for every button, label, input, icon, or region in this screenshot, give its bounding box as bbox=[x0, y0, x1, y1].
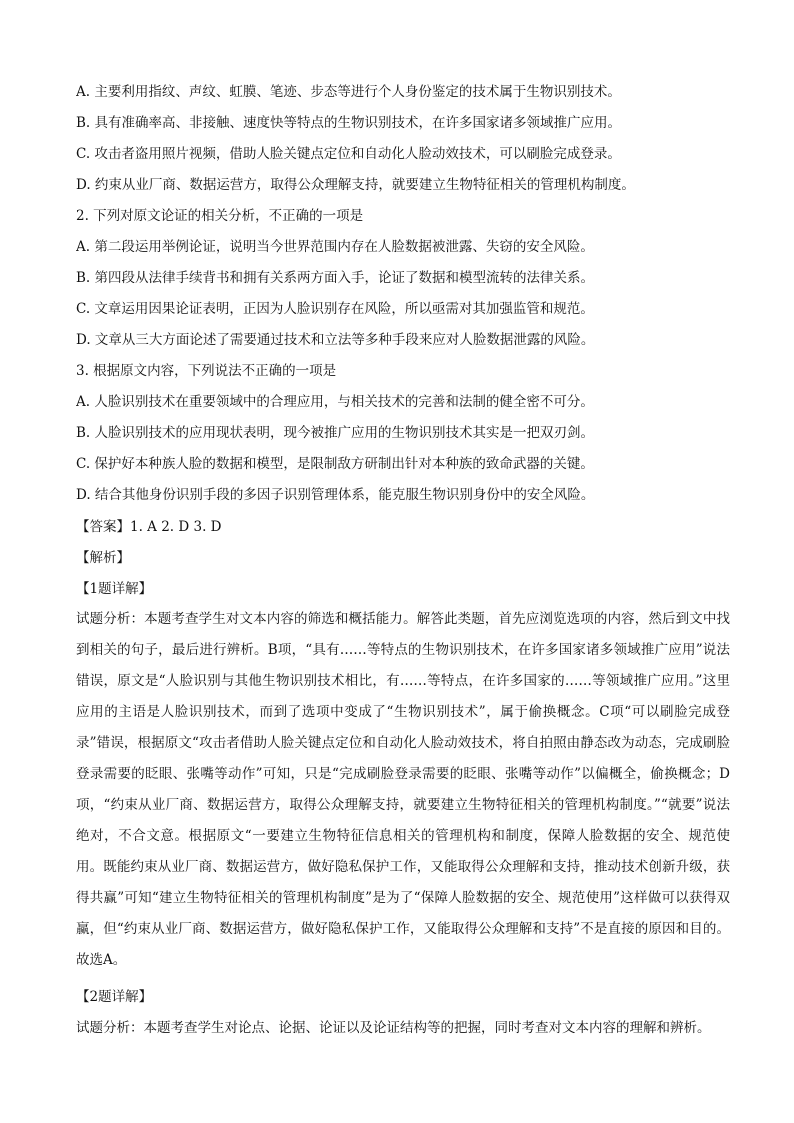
q3-option-d: D. 结合其他身份识别手段的多因子识别管理体系，能克服生物识别身份中的安全风险。 bbox=[76, 487, 595, 503]
answer-line: 【答案】1. A 2. D 3. D bbox=[76, 519, 222, 535]
q3-stem: 3. 根据原文内容，下列说法不正确的一项是 bbox=[76, 363, 337, 379]
q2-option-b: B. 第四段从法律手续背书和拥有关系两方面入手，论证了数据和模型流转的法律关系。 bbox=[76, 270, 595, 286]
q2-option-c: C. 文章运用因果论证表明，正因为人脸识别存在风险，所以亟需对其加强监管和规范。 bbox=[76, 301, 594, 317]
q1-option-a: A. 主要利用指纹、声纹、虹膜、笔迹、步态等进行个人身份鉴定的技术属于生物识别技术。 bbox=[76, 84, 621, 100]
q2-option-d: D. 文章从三大方面论述了需要通过技术和立法等多种手段来应对人脸数据泄露的风险。 bbox=[76, 332, 595, 348]
q3-option-a: A. 人脸识别技术在重要领域中的合理应用，与相关技术的完善和法制的健全密不可分。 bbox=[76, 394, 594, 410]
q1-option-d: D. 约束从业厂商、数据运营方，取得公众理解支持，就要建立生物特征相关的管理机构制度。 bbox=[76, 177, 635, 193]
analysis-heading: 【解析】 bbox=[76, 550, 130, 566]
q2-detail-paragraph: 试题分析：本题考查学生对论点、论据、论证以及论证结构等的把握，同时考查对文本内容的理解和辨析。 bbox=[76, 1020, 711, 1036]
q1-detail-heading: 【1题详解】 bbox=[76, 581, 153, 597]
q3-option-b: B. 人脸识别技术的应用现状表明，现今被推广应用的生物识别技术其实是一把双刃剑。 bbox=[76, 425, 595, 441]
q1-detail-paragraph: 试题分析：本题考查学生对文本内容的筛选和概括能力。解答此类题，首先应浏览选项的内容，然后到文中找到相关的句子，最后进行辨析。B项，“具有……等特点的生物识别技术，在许多国家诸多领域推广应用”说法错误，原文是“人脸识别与其他生物识别技术相比，有……等特点，在许多国家的……等领域推广应用。”这里应用的主语是人脸识别技术，而到了选项中变成了“生物识别技术”，属于偷换概念。C项“可以刷脸完成登录”错误，根据原文“攻击者借助人脸关键点定位和自动化人脸动效技术，将自拍照由静态改为动态，完成刷脸登录需要的眨眼、张嘴等动作”可知，只是“完成刷脸登录需要的眨眼、张嘴等动作”以偏概全，偷换概念；D项，“约束从业厂商、数据运营方，取得公众理解支持，就要建立生物特征相关的管理机构制度。”“就要”说法绝对，不合文意。根据原文“一要建立生物特征信息相关的管理机构和制度，保障人脸数据的安全、规范使用。既能约束从业厂商、数据运营方，做好隐私保护工作，又能取得公众理解和支持，推动技术创新升级，获得共赢”可知“建立生物特征相关的管理机构制度”是为了“保障人脸数据的安全、规范使用”这样做可以获得双赢，但“约束从业厂商、数据运营方，做好隐私保护工作，又能取得公众理解和支持”不是直接的原因和目的。故选A。 bbox=[76, 611, 730, 968]
q1-option-c: C. 攻击者盗用照片视频，借助人脸关键点定位和自动化人脸动效技术，可以刷脸完成登录。 bbox=[76, 146, 621, 162]
q2-stem: 2. 下列对原文论证的相关分析，不正确的一项是 bbox=[76, 208, 364, 224]
q2-option-a: A. 第二段运用举例论证，说明当今世界范围内存在人脸数据被泄露、失窃的安全风险。 bbox=[76, 239, 594, 255]
q3-option-c: C. 保护好本种族人脸的数据和模型，是限制敌方研制出针对本种族的致命武器的关键。 bbox=[76, 456, 594, 472]
q1-option-b: B. 具有准确率高、非接触、速度快等特点的生物识别技术，在许多国家诸多领域推广应用。 bbox=[76, 115, 622, 131]
q2-detail-heading: 【2题详解】 bbox=[76, 989, 153, 1005]
